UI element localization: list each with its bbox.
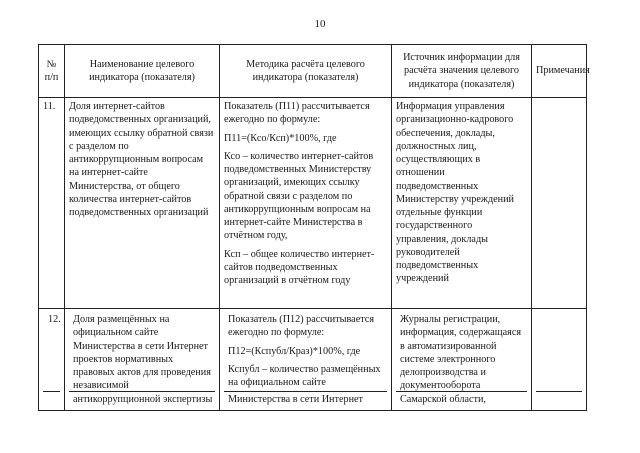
method-formula: П12=(Кспубл/Краз)*100%, где (228, 345, 361, 357)
page-number: 10 (314, 18, 326, 30)
method-intro: Показатель (П12) рассчитывается ежегодно по формуле: (228, 314, 375, 339)
method-intro: Показатель (П11) рассчитывается ежегодно по формуле: (224, 101, 370, 126)
method-cell (220, 98, 392, 309)
notes-cell (532, 309, 587, 411)
header-name: Наименование целевого индикатора (показателя) (65, 45, 220, 98)
table-header-row (39, 45, 587, 98)
method-cell (220, 309, 392, 411)
method-continued: Министерства в сети Интернет (224, 391, 387, 408)
table-row (39, 98, 587, 309)
header-method: Методика расчёта целевого индикатора (показателя) (220, 45, 392, 98)
method-definition: Кспубл – количество размещённых на официальном сайте (228, 363, 381, 388)
notes-cell (532, 98, 587, 309)
indicator-name-continued: антикоррупционной экспертизы (69, 391, 215, 408)
header-num: № п/п (39, 45, 65, 98)
indicator-name: Доля размещённых на официальном сайте Министерства в сети Интернет проектов нормативных правовых актов для проведения независимой антикоррупционной экспертизы (65, 309, 220, 411)
indicator-name: Доля интернет-сайтов подведомственных организаций, имеющих ссылку обратной связи с разделом по антикоррупционным вопросам на интернет-сайте Министерства, от общего количества интернет-сайтов подведомственных организаций (65, 98, 220, 309)
source-continued: Самарской области, (396, 391, 527, 408)
table-row (39, 309, 587, 411)
method-definition: Ксо – количество интернет-сайтов подведомственных Министерству организаций, имеющих ссылку обратной связи с разделом по антикоррупционным вопросам на интернет-сайте Министерства в отчётном году, (224, 150, 374, 242)
row-number: 12. (39, 309, 65, 411)
method-definition: Ксп – общее количество интернет-сайтов подведомственных организаций в отчётном году (224, 248, 375, 286)
source-cell: Информация управления организационно-кадрового обеспечения, доклады, должностных лиц, осуществляющих в отношении подведомственных Министерству учреждений отдельные функции государственного управления, доклады руководителей подведомственных учреждений (392, 98, 532, 309)
row-number: 11. (39, 98, 65, 309)
source-cell: Журналы регистрации, информация, содержащаяся в автоматизированной системе электронного делопроизводства и документооборота Самарской области, (392, 309, 532, 411)
header-notes: Примечания (532, 45, 587, 98)
method-formula: П11=(Ксо/Ксп)*100%, где (224, 132, 337, 144)
indicators-table (38, 44, 590, 411)
header-source: Источник информации для расчёта значения целевого индикатора (показателя) (392, 45, 532, 98)
